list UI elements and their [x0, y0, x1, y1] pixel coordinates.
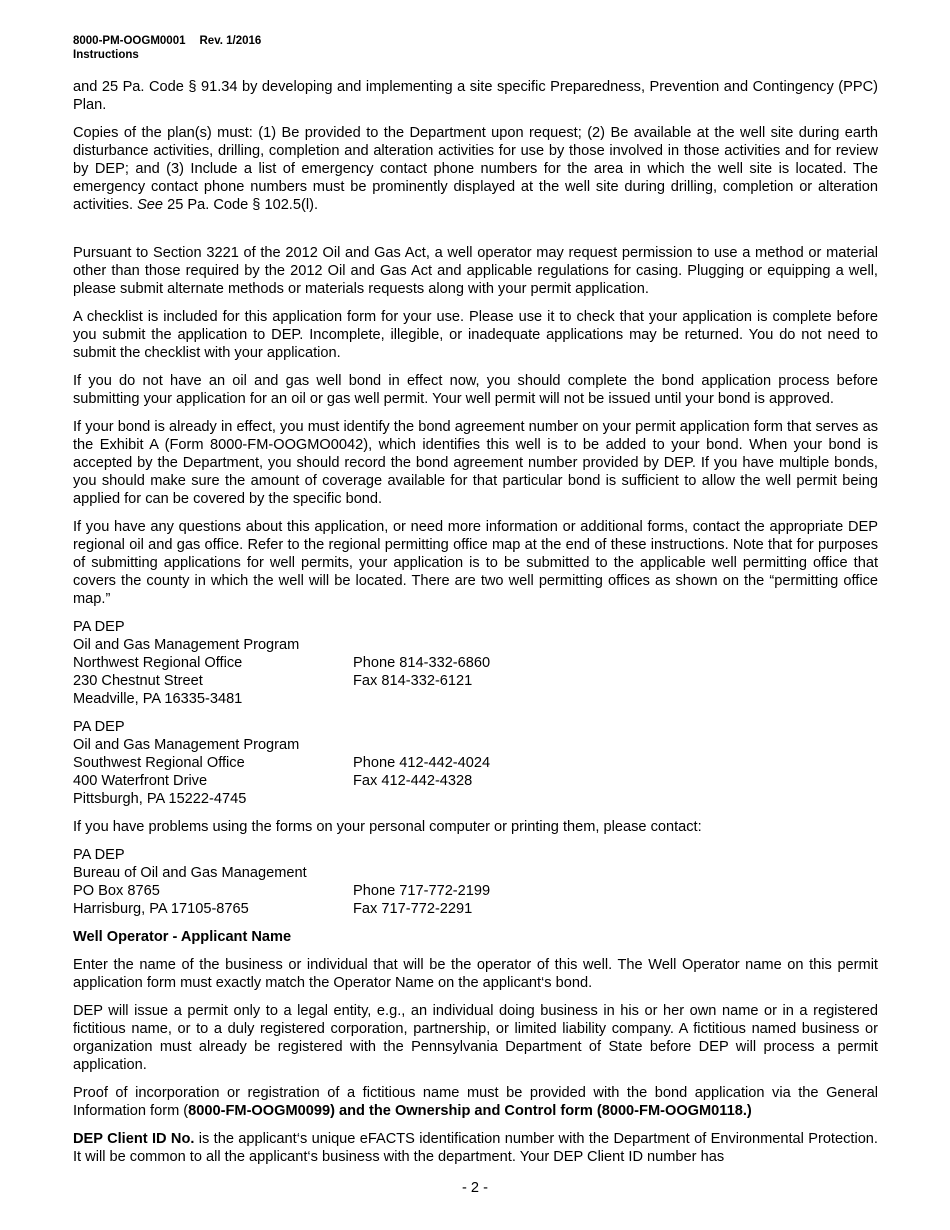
phone-number: Phone 814-332-6860: [353, 655, 491, 671]
phone-number: Phone 717-772-2199: [353, 883, 491, 899]
paragraph: and 25 Pa. Code § 91.34 by developing and implementing a site specific Preparedness, Prevention and Contingency (PPC) Plan.: [73, 79, 878, 113]
document-header: [73, 34, 261, 62]
paragraph: If you have any questions about this application, or need more information or additional forms, contact the appropriate DEP regional oil and gas office. Refer to the regional permitting office map at the end of these instructions. Note that for purposes of submitting applications for well permits, your application is to be submitted to the applicable well permitting office that covers the county in which the well will be located. There are two well permitting offices as shown on the “permitting office map.”: [73, 519, 878, 607]
southwest-office-address: PA DEP Oil and Gas Management Program Southwest Regional Office Phone 412-442-4024 400 Waterfront Drive Fax 412-442-4328 Pittsburgh, PA 15222-4745: [73, 719, 491, 807]
paragraph: A checklist is included for this application form for your use. Please use it to check that your application is complete before you submit the application to DEP. Incomplete, illegible, or inadequate applications may be returned. You do not need to submit the checklist with your application.: [73, 309, 878, 361]
section-heading: Well Operator - Applicant Name: [73, 929, 292, 945]
paragraph: Enter the name of the business or individual that will be the operator of this well. The Well Operator name on this permit application form must exactly match the Operator Name on the applicant‘s bond.: [73, 957, 878, 991]
bureau-address: PA DEP Bureau of Oil and Gas Management PO Box 8765 Phone 717-772-2199 Harrisburg, PA 17105-8765 Fax 717-772-2291: [73, 847, 491, 917]
paragraph: Proof of incorporation or registration of a fictitious name must be provided with the bond application via the General Information form (8000-FM-OOGM0099) and the Ownership and Control form (8000-FM-OOGM0118.): [73, 1085, 878, 1119]
paragraph: Pursuant to Section 3221 of the 2012 Oil and Gas Act, a well operator may request permission to use a method or material other than those required by the 2012 Oil and Gas Act and applicable regulations for casing. Plugging or equipping a well, please submit alternate methods or materials requests along with your permit application.: [73, 245, 878, 297]
northwest-office-address: PA DEP Oil and Gas Management Program Northwest Regional Office Phone 814-332-6860 230 Chestnut Street Fax 814-332-6121 Meadville, PA 16335-3481: [73, 619, 491, 707]
paragraph: DEP will issue a permit only to a legal entity, e.g., an individual doing business in his or her own name or in a registered fictitious name, or to a duly registered corporation, partnership, or limited liability company. A fictitious named business or organization must already be registered with the Pennsylvania Department of State before DEP will process a permit application.: [73, 1003, 878, 1073]
phone-number: Phone 412-442-4024: [353, 755, 491, 771]
form-number: 8000-PM-OOGM0001: [73, 35, 186, 47]
revision: Rev. 1/2016: [199, 35, 262, 47]
fax-number: Fax 717-772-2291: [353, 901, 473, 917]
fax-number: Fax 412-442-4328: [353, 773, 473, 789]
section-label: Instructions: [73, 49, 139, 61]
paragraph: DEP Client ID No. is the applicant‘s unique eFACTS identification number with the Department of Environmental Protection. It will be common to all the applicant‘s business with the department. Your DEP Client ID number has: [73, 1131, 878, 1165]
fax-number: Fax 814-332-6121: [353, 673, 473, 689]
document-body: [73, 78, 878, 1176]
paragraph: If you have problems using the forms on your personal computer or printing them, please contact:: [73, 819, 702, 835]
page-number: - 2 -: [462, 1180, 488, 1196]
paragraph: If your bond is already in effect, you must identify the bond agreement number on your permit application form that serves as the Exhibit A (Form 8000-FM-OOGMO0042), which identifies this well is to be added to your bond. When your bond is accepted by the Department, you should record the bond agreement number provided by DEP. If you have multiple bonds, you should make sure the amount of coverage available for that particular bond is sufficient to allow the well permit being applied for can be covered by the specific bond.: [73, 419, 878, 507]
paragraph: If you do not have an oil and gas well bond in effect now, you should complete the bond application process before submitting your application for an oil or gas well permit. Your well permit will not be issued until your bond is approved.: [73, 373, 878, 407]
paragraph: Copies of the plan(s) must: (1) Be provided to the Department upon request; (2) Be available at the well site during earth disturbance activities, drilling, completion and alteration activities for use by those involved in those activities and for review by DEP; and (3) Include a list of emergency contact phone numbers for the area in which the well site is located. The emergency contact phone numbers must be prominently displayed at the well site during drilling, completion or alteration activities. See 25 Pa. Code § 102.5(l).: [73, 125, 878, 213]
